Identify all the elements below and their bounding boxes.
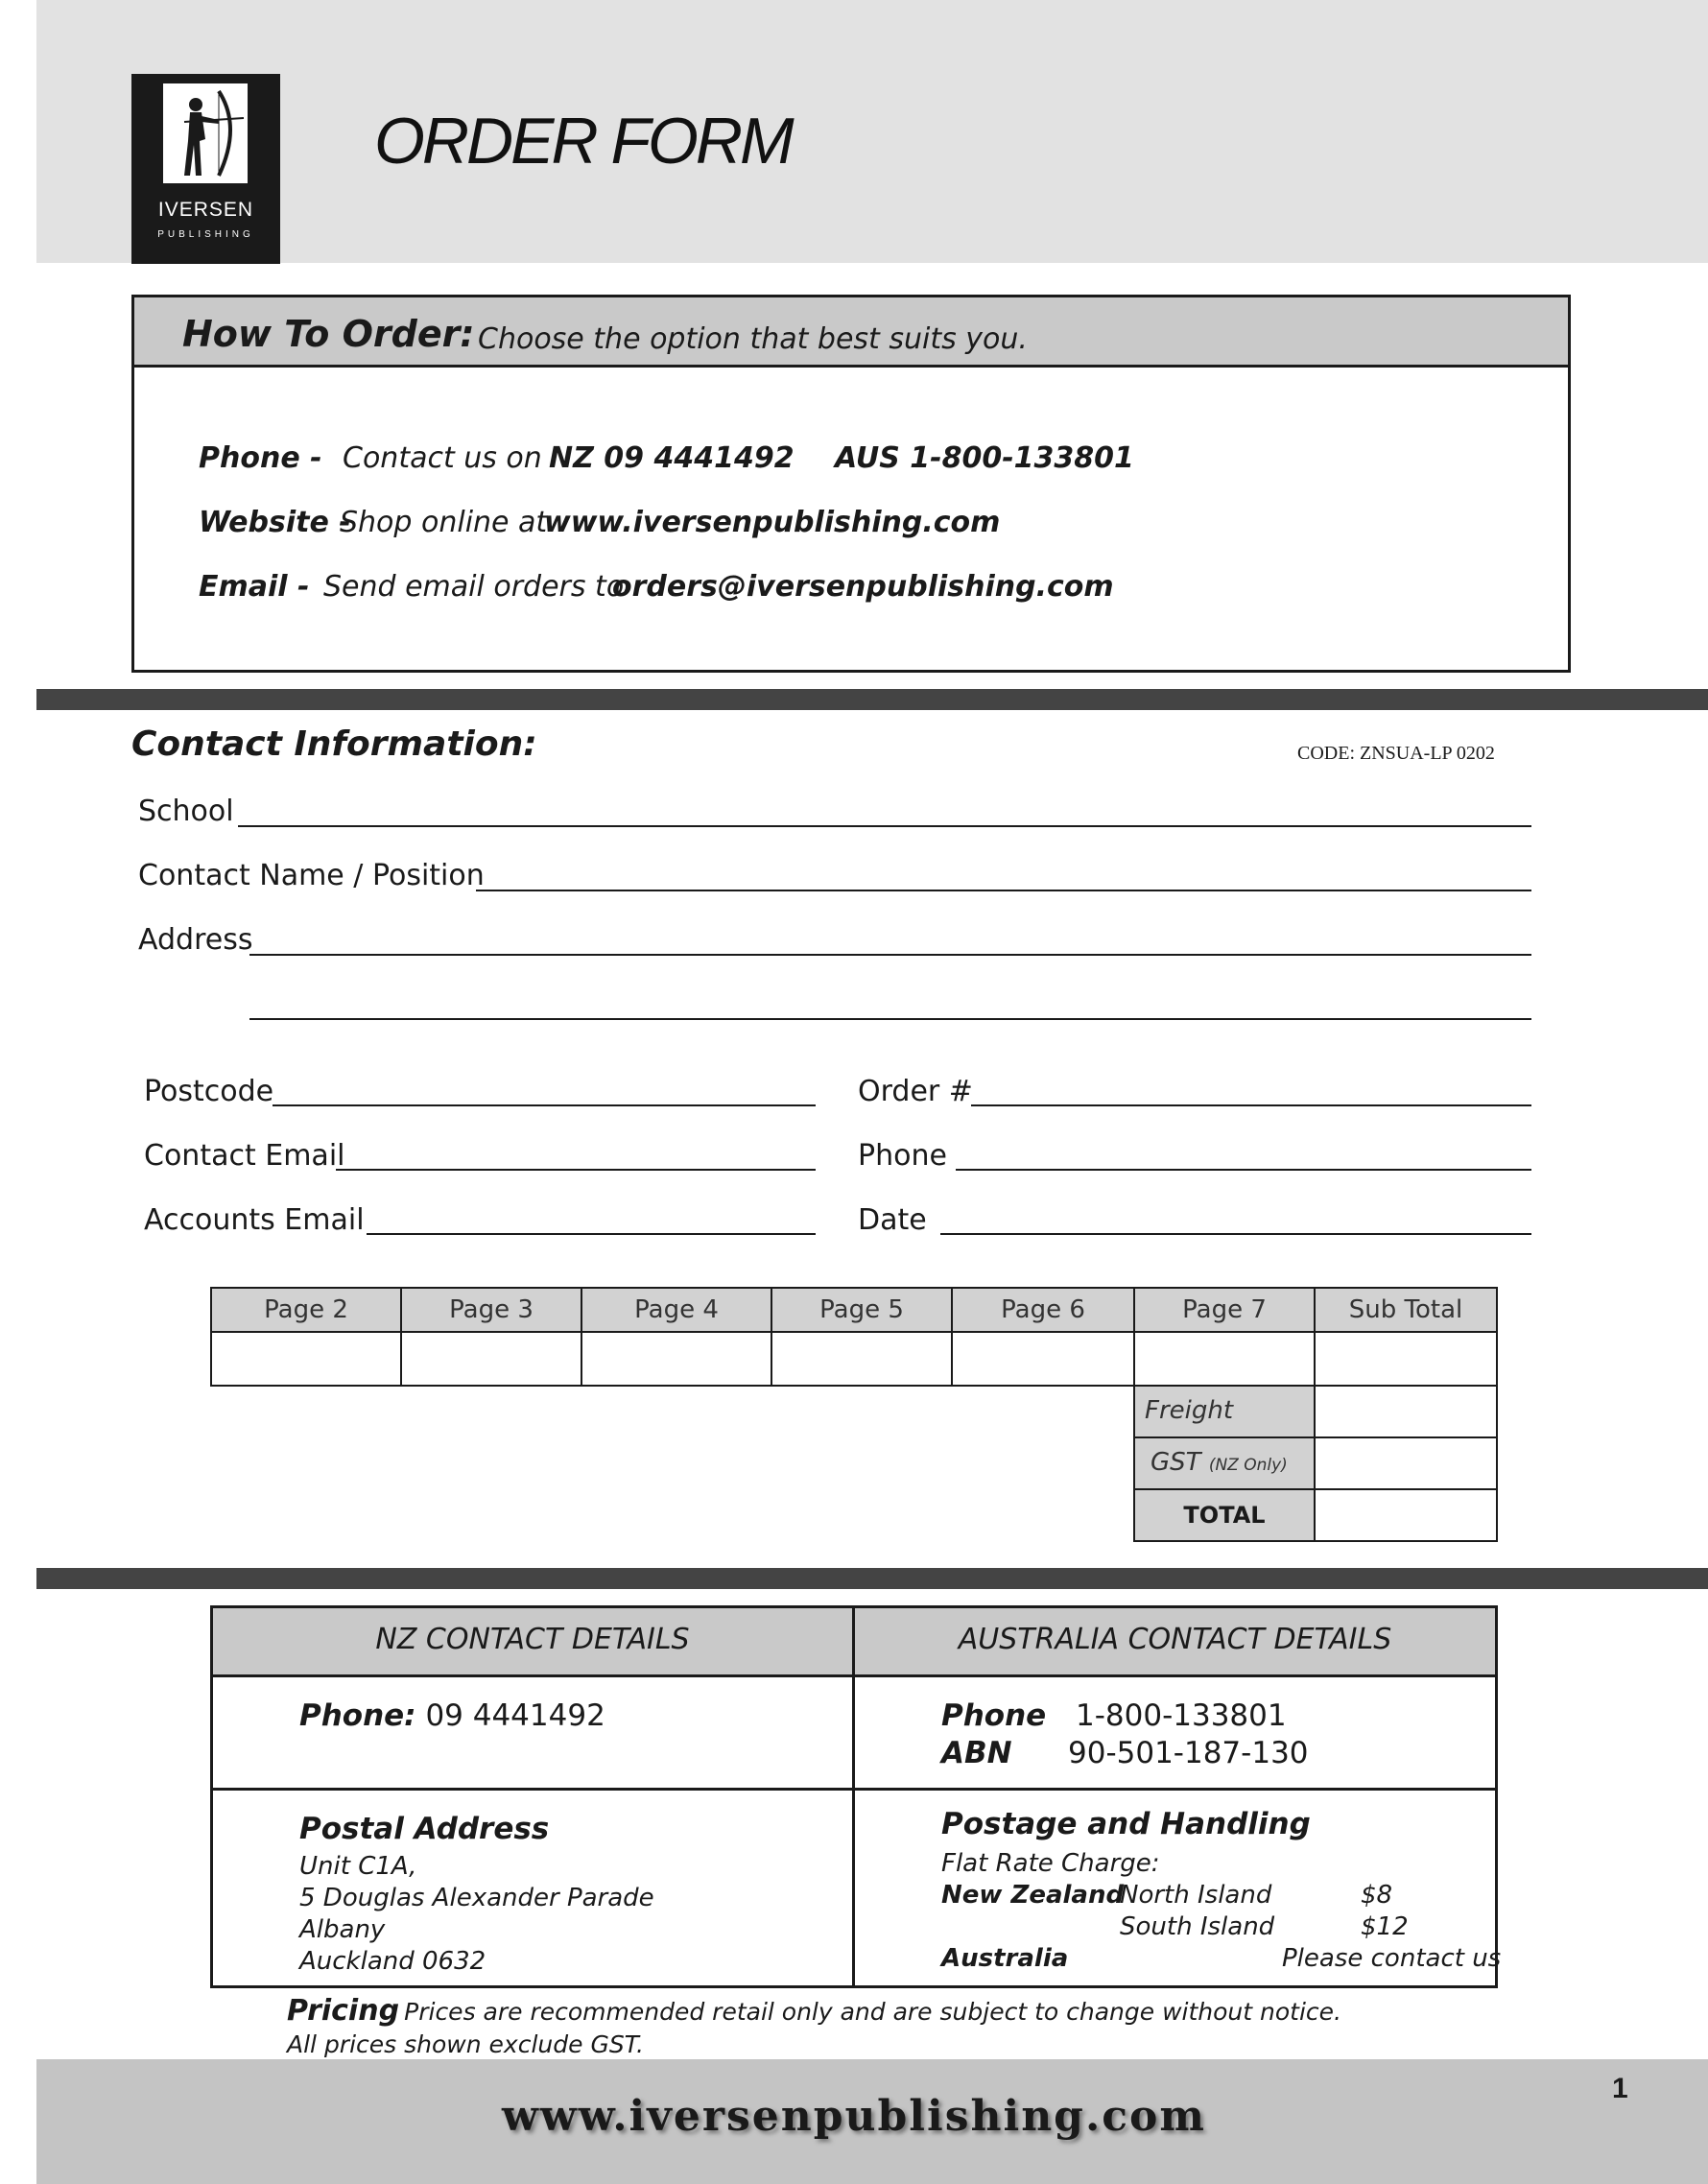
total-cell[interactable] <box>1314 1488 1498 1542</box>
col-header-sub-total: Sub Total <box>1314 1287 1498 1333</box>
address-field-1[interactable] <box>249 954 1531 956</box>
au-abn-number: 90-501-187-130 <box>1068 1736 1309 1770</box>
nz-phone-number[interactable]: 09 4441492 <box>425 1698 605 1733</box>
page-6-cell[interactable] <box>951 1331 1135 1387</box>
school-field[interactable] <box>238 825 1531 827</box>
phone-field-label: Phone <box>858 1139 947 1173</box>
col-header-page-2: Page 2 <box>210 1287 402 1333</box>
phone-nz[interactable]: NZ 09 4441492 <box>549 441 795 475</box>
page-title: ORDER FORM <box>374 105 792 178</box>
how-to-order-box <box>131 295 1571 673</box>
postal-address-cell <box>210 1788 855 1988</box>
section-divider-1 <box>36 689 1708 710</box>
page-7-cell[interactable] <box>1133 1331 1316 1387</box>
postage-title: Postage and Handling <box>941 1807 1311 1841</box>
pricing-text: Prices are recommended retail only and are subject to change without notice. <box>404 1998 1341 2026</box>
contact-name-label: Contact Name / Position <box>138 859 485 892</box>
phone-label: Phone - <box>199 441 322 475</box>
phone-field[interactable] <box>956 1169 1531 1171</box>
accounts-email-label: Accounts Email <box>144 1203 365 1237</box>
contact-name-field[interactable] <box>476 890 1531 891</box>
how-to-order-title: How To Order: <box>182 313 475 355</box>
page-5-cell[interactable] <box>771 1331 953 1387</box>
au-phone-label: Phone <box>941 1698 1047 1733</box>
contact-info-title: Contact Information: <box>131 724 537 764</box>
contact-email-label: Contact Email <box>144 1139 345 1173</box>
col-header-page-7: Page 7 <box>1133 1287 1316 1333</box>
website-link[interactable]: www.iversenpublishing.com <box>544 506 1001 539</box>
south-island-label: South Island <box>1120 1912 1275 1941</box>
footer-url[interactable]: www.iversenpublishing.com <box>502 2092 1206 2141</box>
how-to-order-header <box>134 297 1568 368</box>
gst-cell[interactable] <box>1314 1436 1498 1490</box>
phone-aus[interactable]: AUS 1-800-133801 <box>835 441 1134 475</box>
postal-address-title: Postal Address <box>299 1812 550 1846</box>
email-text: Send email orders to <box>323 570 625 604</box>
total-label: TOTAL <box>1133 1488 1316 1542</box>
postal-line-4: Auckland 0632 <box>299 1947 486 1976</box>
school-label: School <box>138 795 234 828</box>
address-field-2[interactable] <box>249 1018 1531 1020</box>
email-label: Email - <box>199 570 310 604</box>
au-phone-cell <box>852 1674 1498 1791</box>
page-4-cell[interactable] <box>581 1331 772 1387</box>
page-3-cell[interactable] <box>400 1331 582 1387</box>
website-text: Shop online at <box>340 506 548 539</box>
col-header-page-6: Page 6 <box>951 1287 1135 1333</box>
north-island-label: North Island <box>1120 1881 1272 1910</box>
postal-line-1: Unit C1A, <box>299 1852 417 1881</box>
north-island-price: $8 <box>1361 1881 1393 1910</box>
nz-contact-header: NZ CONTACT DETAILS <box>210 1605 855 1677</box>
au-abn-label: ABN <box>941 1736 1012 1770</box>
iversen-logo <box>131 74 280 264</box>
order-number-field[interactable] <box>971 1104 1531 1106</box>
pricing-label: Pricing <box>287 1994 400 2028</box>
nz-phone-cell <box>210 1674 855 1791</box>
date-field[interactable] <box>940 1233 1531 1235</box>
order-code: CODE: ZNSUA-LP 0202 <box>1297 743 1495 764</box>
pricing-text-2: All prices shown exclude GST. <box>287 2030 644 2058</box>
logo-name: IVERSEN <box>157 199 254 221</box>
website-label: Website - <box>199 506 351 539</box>
date-label: Date <box>858 1203 927 1237</box>
logo-subtitle: PUBLISHING <box>157 229 254 240</box>
col-header-page-3: Page 3 <box>400 1287 582 1333</box>
nz-label: New Zealand <box>941 1881 1125 1910</box>
pricing-note <box>287 1994 1341 2028</box>
phone-line <box>199 441 322 475</box>
nz-phone-label: Phone: <box>299 1698 416 1733</box>
col-header-page-5: Page 5 <box>771 1287 953 1333</box>
section-divider-2 <box>36 1568 1708 1589</box>
how-to-order-subtitle: Choose the option that best suits you. <box>478 322 1028 356</box>
archer-icon <box>163 83 248 183</box>
phone-text: Contact us on <box>343 441 542 475</box>
au-phone-number[interactable]: 1-800-133801 <box>1076 1698 1287 1733</box>
postage-cell <box>852 1788 1502 1988</box>
sub-total-cell[interactable] <box>1314 1331 1498 1387</box>
flat-rate-label: Flat Rate Charge: <box>941 1849 1160 1878</box>
freight-label: Freight <box>1133 1385 1316 1438</box>
email-link[interactable]: orders@iversenpublishing.com <box>612 570 1114 604</box>
address-label: Address <box>138 923 253 957</box>
col-header-page-4: Page 4 <box>581 1287 772 1333</box>
page-2-cell[interactable] <box>210 1331 402 1387</box>
gst-label <box>1133 1436 1316 1490</box>
postal-line-3: Albany <box>299 1915 386 1944</box>
order-number-label: Order # <box>858 1075 973 1108</box>
australia-label: Australia <box>941 1944 1069 1973</box>
accounts-email-field[interactable] <box>367 1233 816 1235</box>
postcode-field[interactable] <box>273 1104 816 1106</box>
au-contact-header: AUSTRALIA CONTACT DETAILS <box>852 1605 1498 1677</box>
contact-email-field[interactable] <box>336 1169 816 1171</box>
postcode-label: Postcode <box>144 1075 274 1108</box>
south-island-price: $12 <box>1361 1912 1409 1941</box>
postal-line-2: 5 Douglas Alexander Parade <box>299 1884 654 1912</box>
page-number: 1 <box>1612 2073 1628 2104</box>
australia-note: Please contact us <box>1282 1944 1502 1973</box>
header-band <box>36 0 1708 263</box>
freight-cell[interactable] <box>1314 1385 1498 1438</box>
gst-label-text: GST <box>1151 1448 1201 1477</box>
gst-note: (NZ Only) <box>1208 1456 1288 1475</box>
